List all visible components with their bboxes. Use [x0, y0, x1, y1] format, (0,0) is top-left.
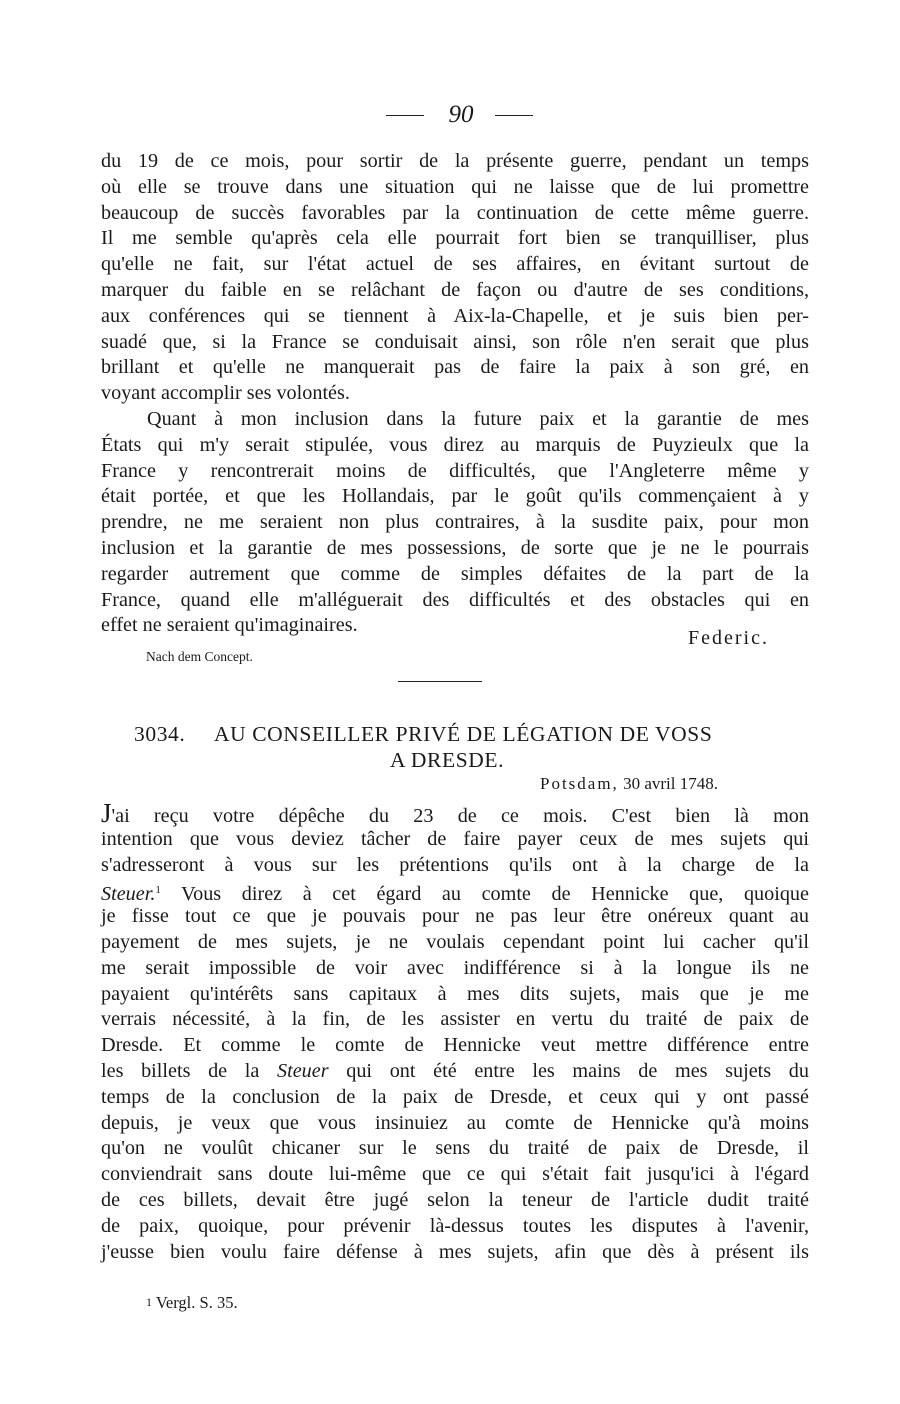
text-line: verrais nécessité, à la fin, de les assister en vertu du traité de paix de — [101, 1008, 809, 1031]
page-number: 90 — [448, 101, 474, 128]
text-fragment: Vous direz à cet égard au comte de Hennicke que, quoique — [160, 883, 809, 906]
source-note: Nach dem Concept. — [146, 649, 253, 664]
text-line: Il me semble qu'après cela elle pourrait fort bien se tranquilliser, plus — [101, 227, 809, 250]
text-line: inclusion et la garantie de mes possessions, de sorte que je ne le pourrais — [101, 536, 809, 559]
text-line: brillant et qu'elle ne manquerait pas de faire la paix à son gré, en — [101, 356, 809, 379]
text-line: du 19 de ce mois, pour sortir de la présente guerre, pendant un temps — [101, 150, 809, 172]
document-title-line2: A DRESDE. — [390, 748, 505, 772]
text-line: intention que vous deviez tâcher de faire payer ceux de mes sujets qui — [101, 827, 809, 850]
italic-term: Steuer — [277, 1059, 329, 1082]
paragraph-continuation — [101, 149, 809, 407]
text-line: marquer du faible en se relâchant de façon ou d'autre de ses conditions, — [101, 278, 809, 301]
text-line: prendre, ne me seraient non plus contraires, à la susdite paix, pour mon — [101, 511, 809, 534]
dateline-date: 30 avril 1748. — [623, 774, 718, 793]
text-line: s'adresseront à vous sur les prétentions qu'ils ont à la charge de la — [101, 853, 809, 876]
text-line: France y rencontrerait moins de difficultés, que l'Angleterre même y — [101, 459, 809, 482]
text-line: je fisse tout ce que je pouvais pour ne pas leur être onéreux quant au — [101, 905, 809, 928]
header-dash-left — [386, 115, 424, 116]
page-header — [0, 102, 900, 128]
text-line: qu'on ne voulût chicaner sur le sens du traité de paix de Dresde, il — [101, 1137, 809, 1160]
footnote — [146, 1293, 238, 1313]
drop-cap: J — [101, 798, 112, 828]
text-line: effet ne seraient qu'imaginaires. — [101, 614, 358, 637]
text-line: était portée, et que les Hollandais, par le goût qu'ils commençaient à y — [101, 485, 809, 508]
text-line: payaient qu'intérêts sans capitaux à mes dits sujets, mais que je me — [101, 982, 809, 1005]
paragraph-inclusion — [101, 407, 809, 639]
letter-body — [101, 798, 809, 1265]
document-title-line1: AU CONSEILLER PRIVÉ DE LÉGATION DE VOSS — [214, 722, 713, 746]
text-line: France, quand elle m'alléguerait des difficultés et des obstacles qui en — [101, 588, 809, 611]
text-line: aux conférences qui se tiennent à Aix-la-Chapelle, et je suis bien per- — [101, 304, 809, 327]
text-line: de paix, quoique, pour prévenir là-dessus toutes les disputes à l'avenir, — [101, 1214, 809, 1237]
text-fragment: 'ai reçu votre dépêche du 23 de ce mois. C'est bien là mon — [111, 805, 809, 827]
text-line: voyant accomplir ses volontés. — [101, 382, 350, 405]
text-fragment: qui ont été entre les mains de mes sujets du — [328, 1059, 809, 1082]
text-line: Dresde. Et comme le comte de Hennicke veut mettre différence entre — [101, 1034, 809, 1057]
signature: Federic. — [688, 627, 769, 649]
document-number: 3034. — [134, 722, 186, 746]
text-line: payement de mes sujets, je ne voulais cependant point lui cacher qu'il — [101, 930, 809, 953]
text-line: beaucoup de succès favorables par la continuation de cette même guerre. — [101, 201, 809, 224]
footnote-mark: 1 — [146, 1295, 152, 1309]
text-line: de ces billets, devait être jugé selon la teneur de l'article dudit traité — [101, 1188, 809, 1211]
text-line: conviendrait sans doute lui-même que ce qui s'était fait jusqu'ici à l'égard — [101, 1163, 809, 1186]
dateline — [540, 774, 718, 794]
text-line — [101, 1059, 809, 1085]
footnote-ref: 1 — [155, 884, 161, 897]
section-separator — [398, 681, 482, 682]
text-line — [101, 798, 809, 828]
text-line: suadé que, si la France se conduisait ainsi, son rôle n'en serait que plus — [101, 330, 809, 353]
text-line: Quant à mon inclusion dans la future paix et la garantie de mes — [147, 408, 809, 430]
text-line: temps de la conclusion de la paix de Dresde, et ceux qui y ont passé — [101, 1085, 809, 1108]
text-line: depuis, je veux que vous insinuiez au comte de Hennicke qu'à moins — [101, 1111, 809, 1134]
text-line: me serait impossible de voir avec indifférence si à la longue ils ne — [101, 956, 809, 979]
text-line: qu'elle ne fait, sur l'état actuel de ses affaires, en évitant surtout de — [101, 253, 809, 276]
text-line: où elle se trouve dans une situation qui ne laisse que de lui promettre — [101, 175, 809, 198]
italic-term: Steuer. — [101, 883, 156, 906]
text-line: regarder autrement que comme de simples défaites de la part de la — [101, 562, 809, 585]
text-line: j'eusse bien voulu faire défense à mes sujets, afin que dès à présent ils — [101, 1240, 809, 1263]
text-fragment: les billets de la — [101, 1059, 278, 1082]
text-line: États qui m'y serait stipulée, vous direz au marquis de Puyzieulx que la — [101, 433, 809, 456]
header-dash-right — [495, 115, 533, 116]
dateline-place: Potsdam, — [540, 774, 619, 793]
text-line — [101, 878, 809, 904]
footnote-text: Vergl. S. 35. — [155, 1293, 238, 1312]
